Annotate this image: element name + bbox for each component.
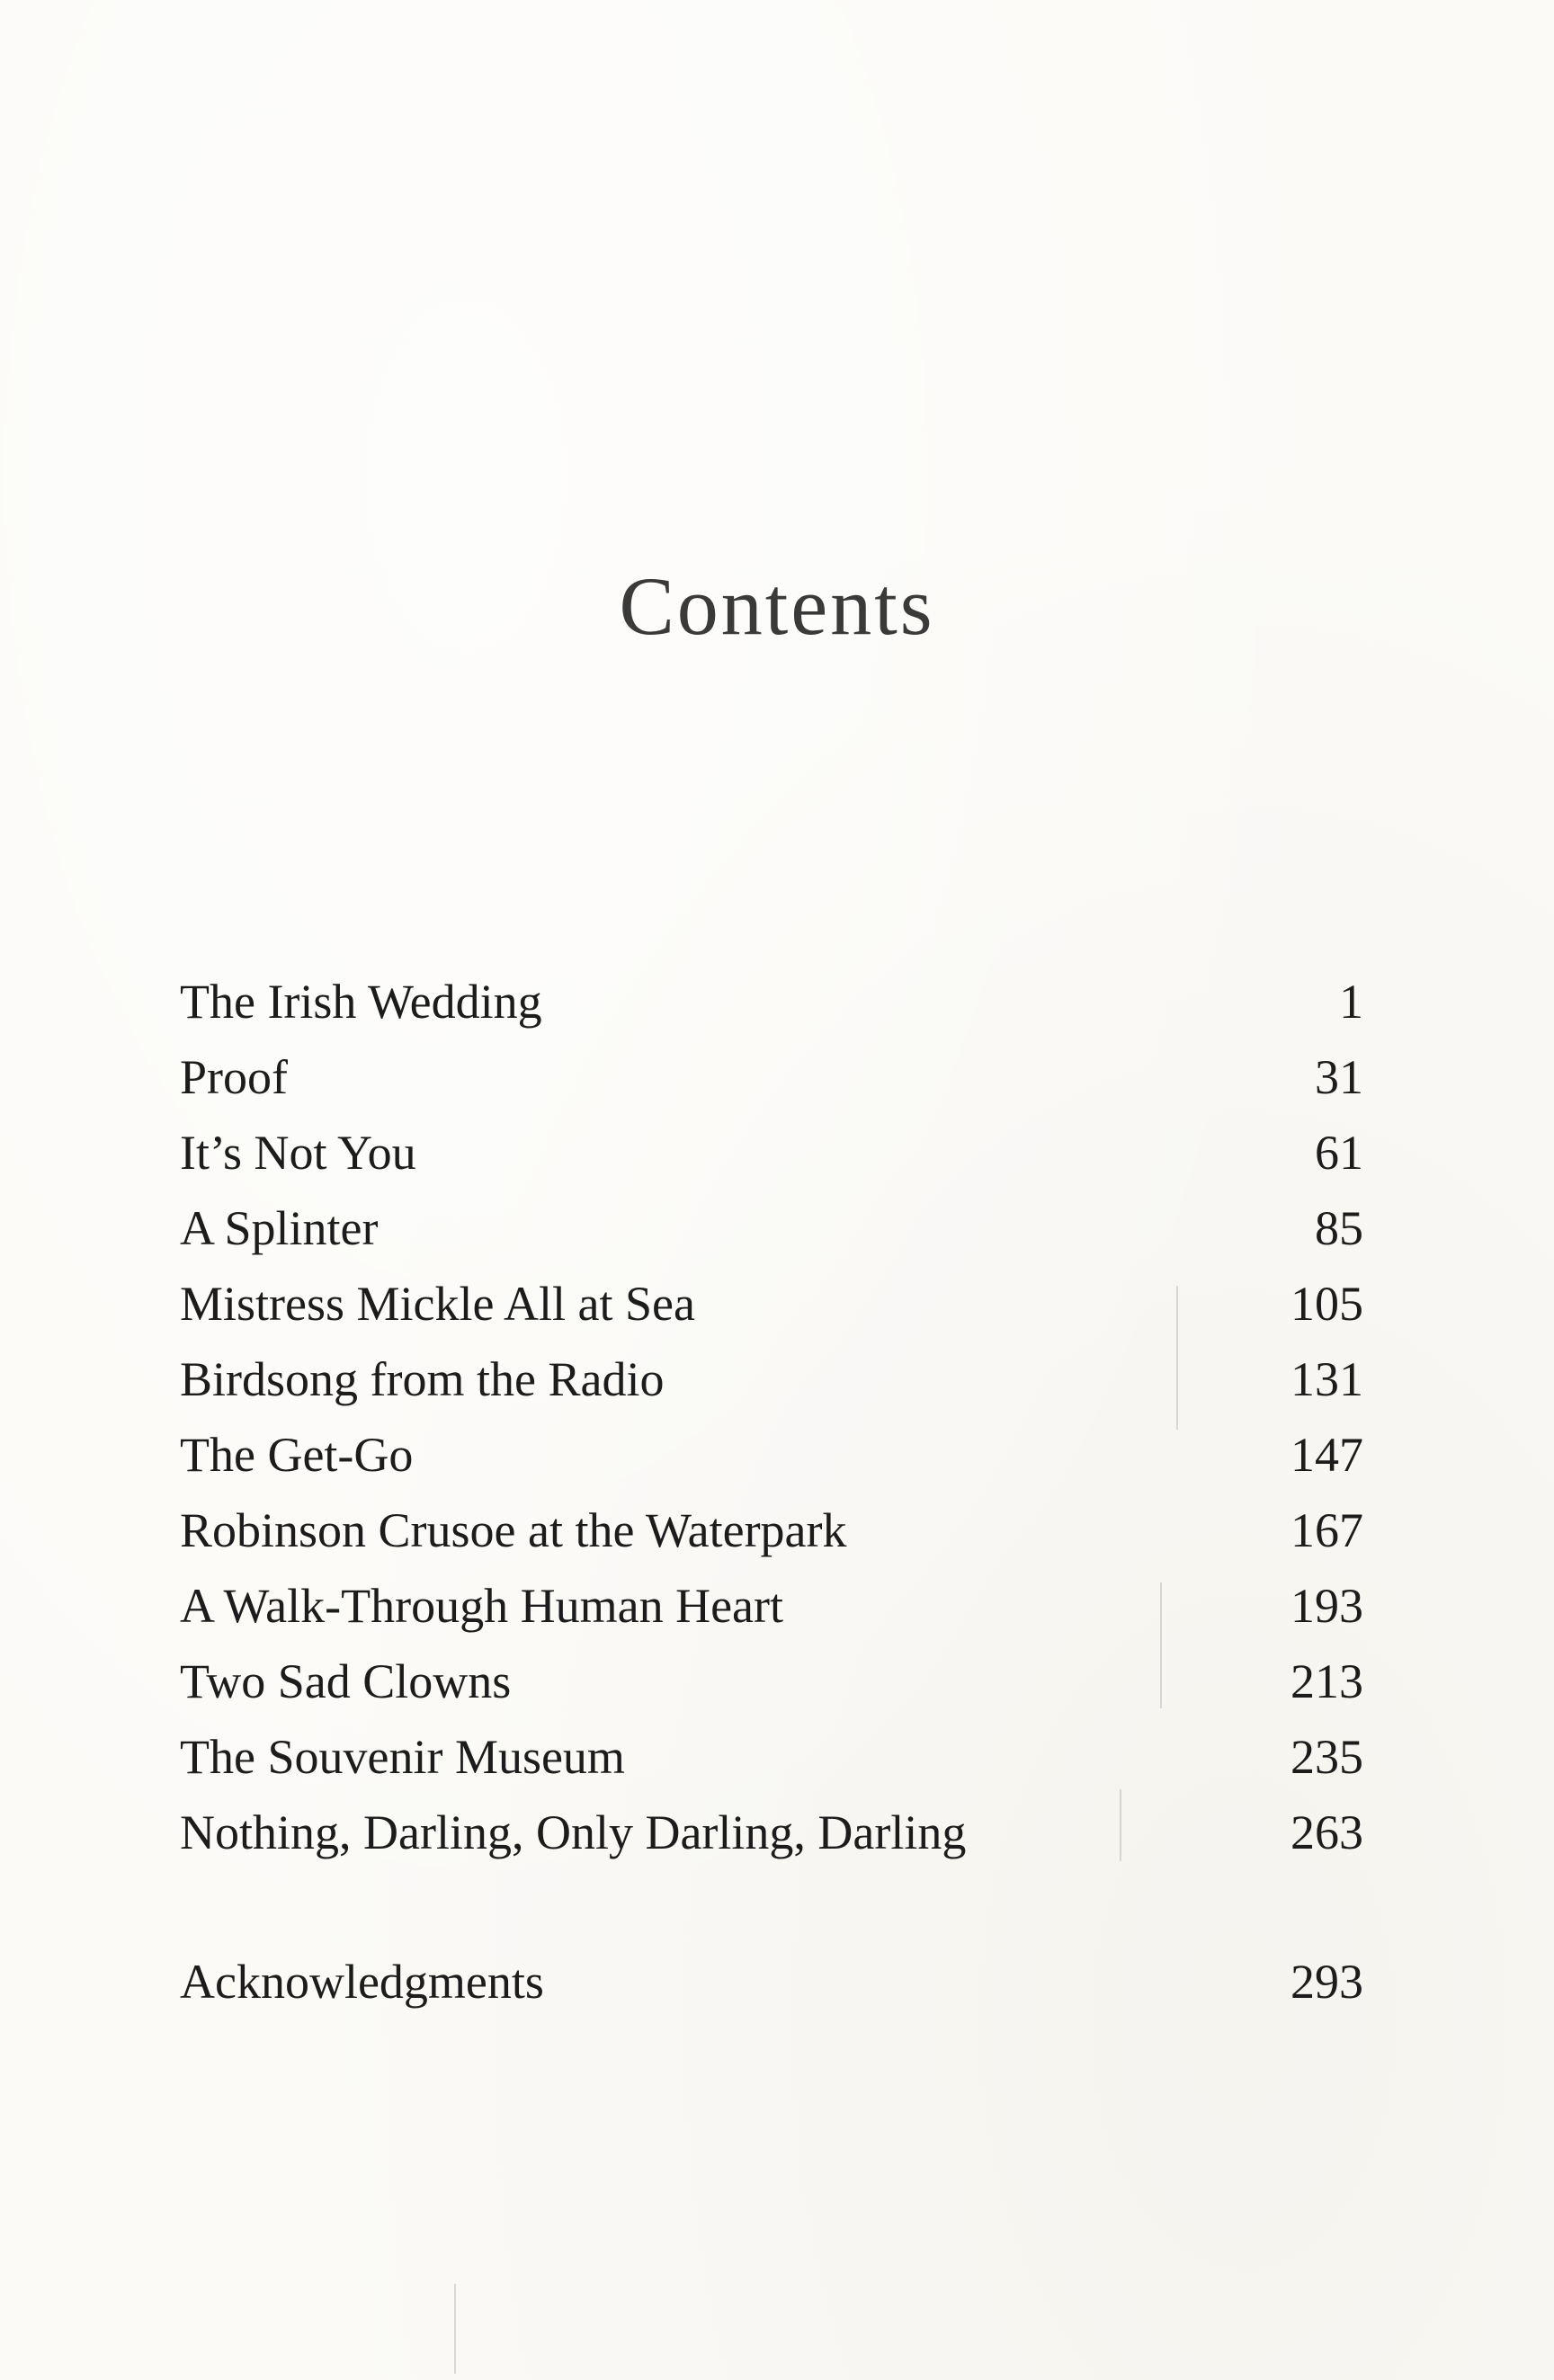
paper-show-through-mark xyxy=(454,2284,456,2374)
toc-entry-page: 105 xyxy=(1291,1277,1363,1331)
toc-entry xyxy=(180,1568,1363,1644)
toc-entry-page: 193 xyxy=(1291,1579,1363,1633)
toc-entry-title: The Irish Wedding xyxy=(180,975,542,1029)
table-of-contents xyxy=(180,964,1363,1870)
toc-entry-title: Nothing, Darling, Only Darling, Darling xyxy=(180,1805,967,1859)
toc-entry xyxy=(180,1115,1363,1190)
toc-entry-page: 1 xyxy=(1339,975,1363,1029)
toc-entry-page: 85 xyxy=(1315,1201,1363,1255)
toc-entry-title: Birdsong from the Radio xyxy=(180,1352,665,1406)
toc-entry-acknowledgments xyxy=(180,1944,1363,2019)
toc-entry xyxy=(180,1342,1363,1417)
back-matter xyxy=(180,1944,1363,2019)
toc-entry xyxy=(180,1266,1363,1342)
toc-entry-page: 235 xyxy=(1291,1730,1363,1784)
toc-entry-page: 147 xyxy=(1291,1428,1363,1482)
toc-entry xyxy=(180,1644,1363,1719)
toc-entry-page: 131 xyxy=(1291,1352,1363,1406)
toc-entry-title: The Get-Go xyxy=(180,1428,414,1482)
toc-entry-title: A Splinter xyxy=(180,1201,379,1255)
toc-entry-title: Proof xyxy=(180,1050,288,1104)
toc-entry-page: 213 xyxy=(1291,1654,1363,1708)
toc-entry xyxy=(180,1190,1363,1266)
toc-entry-page: 61 xyxy=(1315,1126,1363,1180)
toc-entry-title: It’s Not You xyxy=(180,1126,416,1180)
toc-entry xyxy=(180,1417,1363,1493)
toc-entry-page: 263 xyxy=(1291,1805,1363,1859)
toc-entry xyxy=(180,964,1363,1039)
toc-entry-title: A Walk-Through Human Heart xyxy=(180,1579,783,1633)
toc-entry-page: 167 xyxy=(1291,1503,1363,1557)
toc-entry-page: 293 xyxy=(1291,1955,1363,2009)
toc-entry-title: The Souvenir Museum xyxy=(180,1730,625,1784)
toc-entry xyxy=(180,1493,1363,1568)
toc-entry-title: Robinson Crusoe at the Waterpark xyxy=(180,1503,847,1557)
toc-entry-page: 31 xyxy=(1315,1050,1363,1104)
toc-entry xyxy=(180,1795,1363,1870)
toc-entry-title: Mistress Mickle All at Sea xyxy=(180,1277,695,1331)
toc-entry xyxy=(180,1719,1363,1795)
page-title: Contents xyxy=(619,560,935,652)
toc-entry xyxy=(180,1039,1363,1115)
toc-entry-title: Acknowledgments xyxy=(180,1955,544,2009)
toc-entry-title: Two Sad Clowns xyxy=(180,1654,512,1708)
